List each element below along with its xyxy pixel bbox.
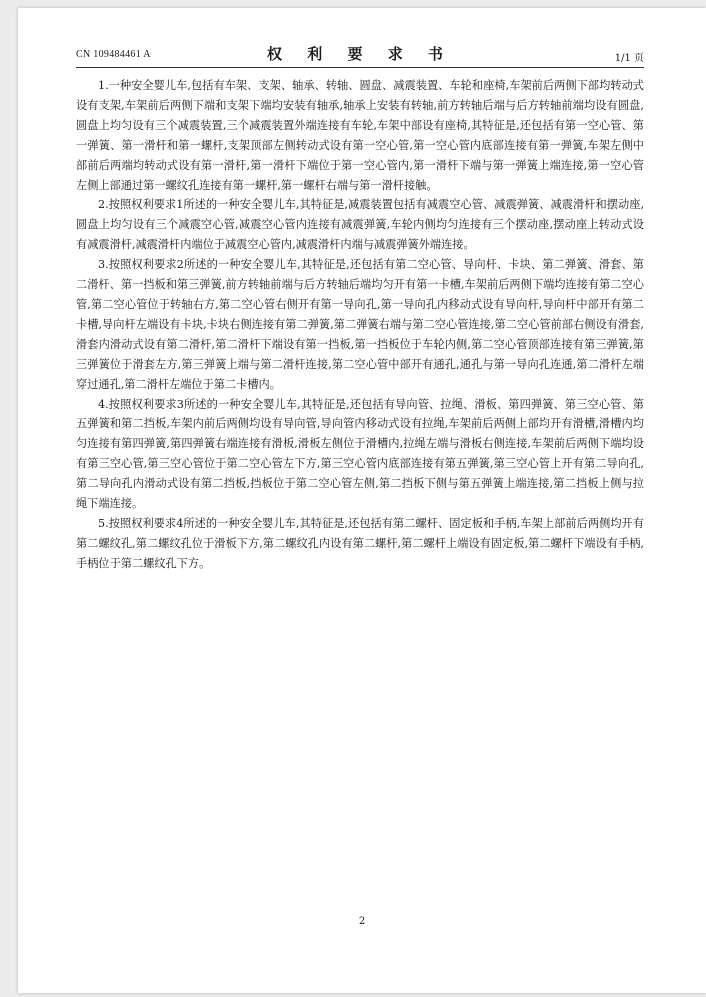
claim-1: 1.一种安全婴儿车,包括有车架、支架、轴承、转轴、圆盘、减震装置、车轮和座椅,车架前后两侧下部均转动式设有支架,车架前后两侧下端和支架下端均安装有轴承,轴承上安装有转轴,前方转轴后端与后方转轴前端均设有圆盘,圆盘上均匀设有三个减震装置,三个减震装置外端连接有车轮,车架中部设有座椅,其特征是,还包括有第一空心管、第一弹簧、第一滑杆和第一螺杆,支架顶部左侧转动式设有第一空心管,第一空心管内底部连接有第一弹簧,车架左侧中部前后两端均转动式设有第一滑杆,第一滑杆下端位于第一空心管内,第一滑杆下端与第一弹簧上端连接,第一空心管左侧上部通过第一螺纹孔连接有第一螺杆,第一螺杆右端与第一滑杆接触。 bbox=[76, 79, 644, 192]
page-number: 2 bbox=[358, 916, 366, 927]
claim-5: 5.按照权利要求4所述的一种安全婴儿车,其特征是,还包括有第二螺杆、固定板和手柄,车架上部前后两侧均开有第二螺纹孔,第二螺纹孔位于滑板下方,第二螺纹孔内设有第二螺杆,第二螺杆上端设有固定板,第二螺杆下端设有手柄,手柄位于第二螺纹孔下方。 bbox=[76, 516, 644, 570]
claim-2: 2.按照权利要求1所述的一种安全婴儿车,其特征是,减震装置包括有减震空心管、减震弹簧、减震滑杆和摆动座,圆盘上均匀设有三个减震空心管,减震空心管内连接有减震弹簧,车轮内侧均匀连接有三个摆动座,摆动座上转动式设有减震滑杆,减震滑杆内端位于减震空心管内,减震滑杆内端与减震弹簧外端连接。 bbox=[76, 198, 644, 252]
header-divider bbox=[76, 67, 644, 68]
page-count: 1/1 页 bbox=[614, 53, 644, 64]
document-page bbox=[18, 8, 706, 993]
document-title: 权 利 要 求 书 bbox=[267, 45, 453, 63]
claim-3: 3.按照权利要求2所述的一种安全婴儿车,其特征是,还包括有第二空心管、导向杆、卡块、第二弹簧、滑套、第二滑杆、第一挡板和第三弹簧,前方转轴前端与后方转轴后端均匀开有第一卡槽,车架前后两侧下端均连接有第二空心管,第二空心管位于转轴右方,第二空心管右侧开有第一导向孔,第一导向孔内移动式设有导向杆,导向杆中部开有第二卡槽,导向杆左端设有卡块,卡块右侧连接有第二弹簧,第二弹簧右端与第二空心管连接,第二空心管前部右侧设有滑套,滑套内滑动式设有第二滑杆,第二滑杆下端设有第一挡板,第一挡板位于车轮内侧,第二空心管顶部连接有第三弹簧,第三弹簧位于滑套左方,第三弹簧上端与第二滑杆连接,第二空心管中部开有通孔,通孔与第一导向孔连通,第二滑杆左端穿过通孔,第二滑杆左端位于第二卡槽内。 bbox=[76, 258, 644, 391]
page-header bbox=[76, 43, 644, 65]
patent-number: CN 109484461 A bbox=[76, 49, 151, 60]
claim-4: 4.按照权利要求3所述的一种安全婴儿车,其特征是,还包括有导向管、拉绳、滑板、第四弹簧、第三空心管、第五弹簧和第二挡板,车架内前后两侧均设有导向管,导向管内移动式设有拉绳,车架前后两侧上部均开有滑槽,滑槽内均匀连接有第四弹簧,第四弹簧右端连接有滑板,滑板左侧位于滑槽内,拉绳左端与滑板右侧连接,车架前后两侧下端均设有第三空心管,第三空心管位于第二空心管左下方,第三空心管内底部连接有第五弹簧,第三空心管上开有第二导向孔,第二导向孔内滑动式设有第二挡板,挡板位于第二空心管左侧,第二挡板下侧与第五弹簧上端连接,第二挡板上侧与拉绳下端连接。 bbox=[76, 397, 644, 511]
claims-body bbox=[76, 76, 644, 574]
